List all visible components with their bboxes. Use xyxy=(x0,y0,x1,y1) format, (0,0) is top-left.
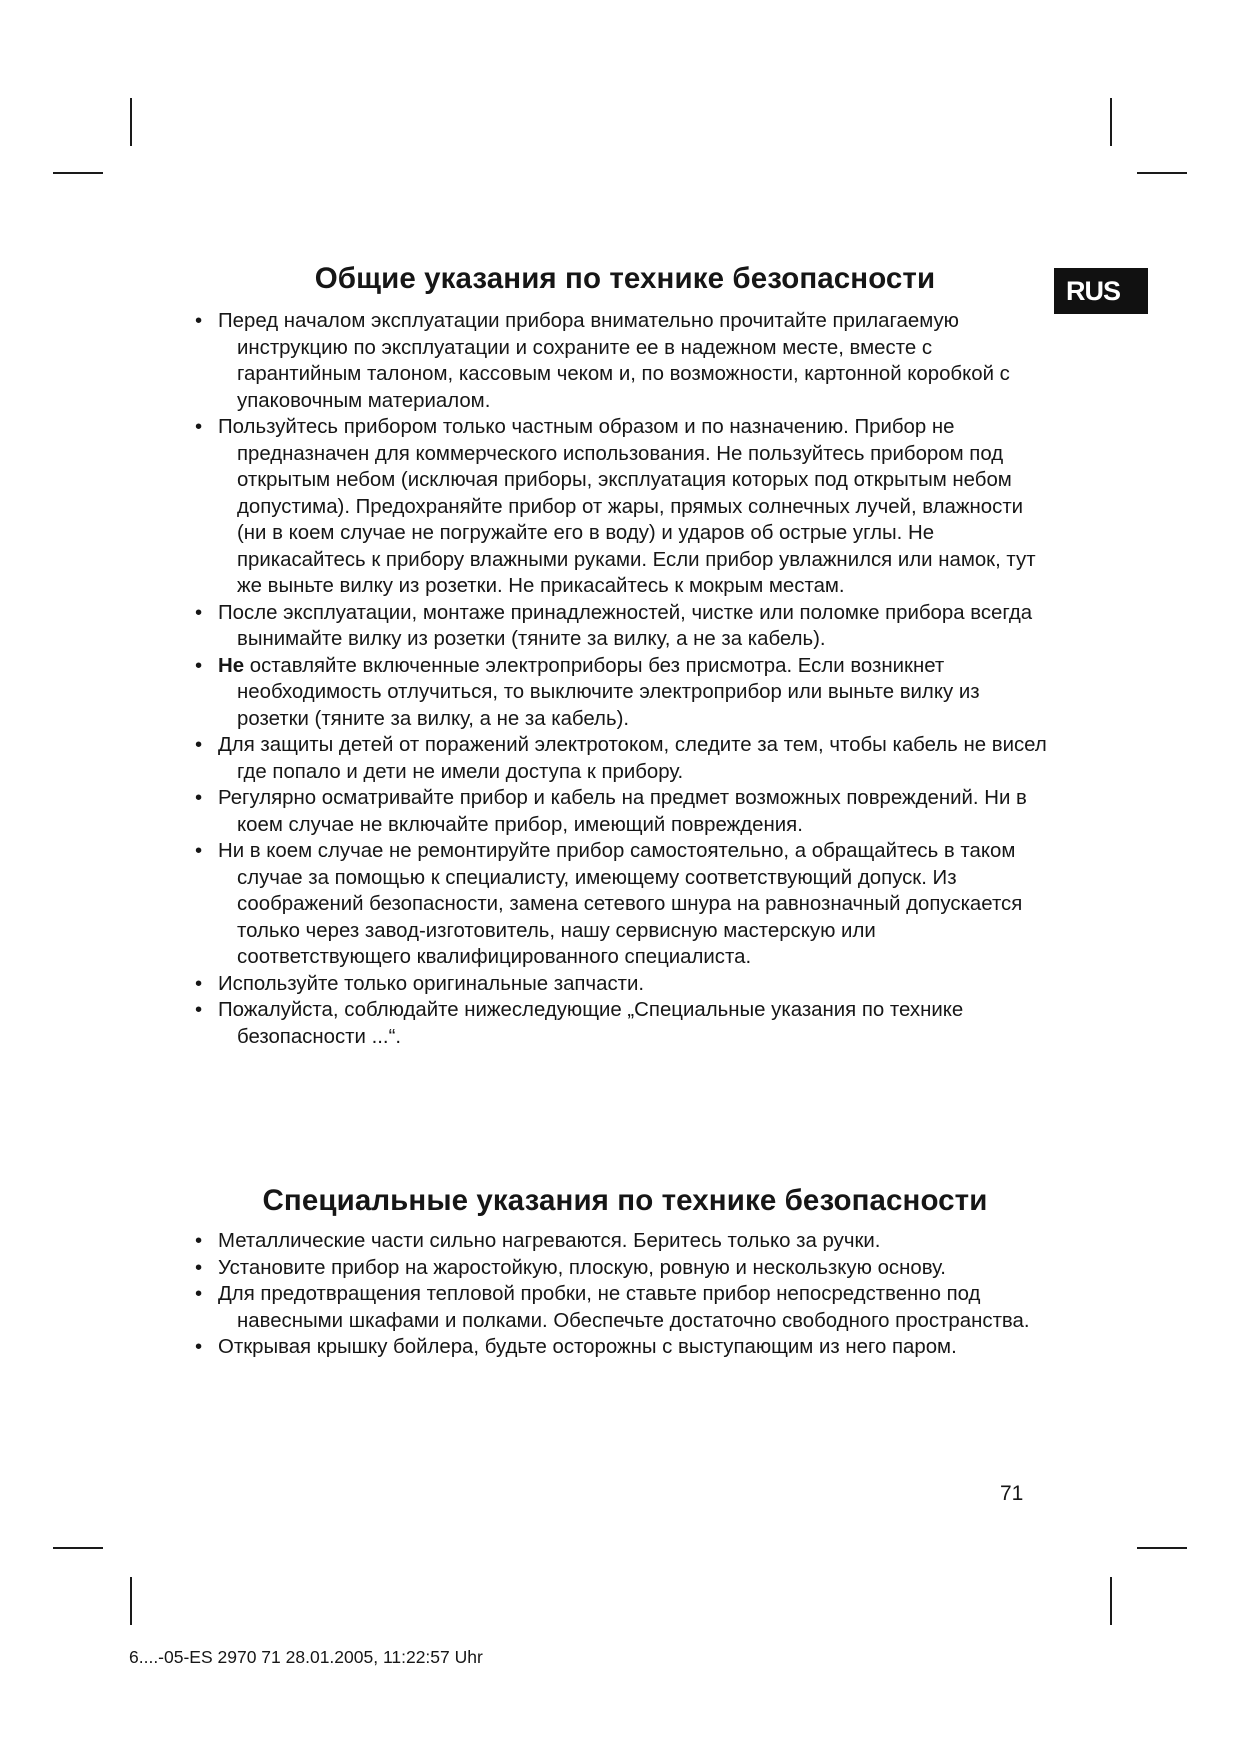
crop-mark-bottom-left-horizontal xyxy=(53,1547,103,1549)
list-item-text: После эксплуатации, монтаже принадлежностей, чистке или поломке прибора всегда вынимайте вилку из розетки (тяните за вилку, а не за кабель). xyxy=(218,601,1033,650)
list-item xyxy=(195,997,1055,1050)
crop-mark-top-right-vertical xyxy=(1110,98,1112,146)
crop-mark-bottom-right-horizontal xyxy=(1137,1547,1187,1549)
list-item xyxy=(195,600,1055,653)
list-item xyxy=(195,414,1055,600)
list-item xyxy=(195,785,1055,838)
list-item xyxy=(195,1334,1055,1361)
list-item xyxy=(195,653,1055,733)
list-item-text: Пользуйтесь прибором только частным образом и по назначению. Прибор не предназначен для коммерческого использования. Не пользуйтесь прибором под открытым небом (исключая приборы, эксплуатация которых под открытым небом допустима). Предохраняйте прибор от жары, прямых солнечных лучей, влажности (ни в коем случае не погружайте его в воду) и ударов об острые углы. Не прикасайтесь к прибору влажными руками. Если прибор увлажнился или намок, тут же выньте вилку из розетки. Не прикасайтесь к мокрым местам. xyxy=(218,416,1036,597)
general-safety-heading: Общие указания по технике безопасности xyxy=(314,262,936,295)
crop-mark-top-left-horizontal xyxy=(53,172,103,174)
list-item-text: Металлические части сильно нагреваются. Беритесь только за ручки. xyxy=(218,1230,881,1252)
list-item xyxy=(195,1255,1055,1282)
crop-mark-top-right-horizontal xyxy=(1137,172,1187,174)
page-number: 71 xyxy=(1000,1482,1024,1505)
crop-mark-bottom-right-vertical xyxy=(1110,1577,1112,1625)
list-item-text: оставляйте включенные электроприборы без присмотра. Если возникнет необходимость отлучиться, то выключите электроприбор или выньте вилку из розетки (тяните за вилку, а не за кабель). xyxy=(237,654,980,730)
crop-mark-bottom-left-vertical xyxy=(130,1577,132,1625)
list-item-emphasis: Не xyxy=(218,654,245,677)
list-item xyxy=(195,838,1055,971)
list-item xyxy=(195,732,1055,785)
list-item-text: Открывая крышку бойлера, будьте осторожны с выступающим из него паром. xyxy=(218,1336,957,1358)
list-item-text: Установите прибор на жаростойкую, плоскую, ровную и нескользкую основу. xyxy=(218,1256,946,1279)
list-item xyxy=(195,1281,1055,1334)
list-item-text: Используйте только оригинальные запчасти. xyxy=(218,972,645,995)
list-item-text: Регулярно осматривайте прибор и кабель на предмет возможных повреждений. Ни в коем случае не включайте прибор, имеющий повреждения. xyxy=(218,787,1027,836)
list-item xyxy=(195,1228,1055,1255)
list-item-text: Перед началом эксплуатации прибора внимательно прочитайте прилагаемую инструкцию по эксплуатации и сохраните ее в надежном месте, вместе с гарантийным талоном, кассовым чеком и, по возможности, картонной коробкой с упаковочным материалом. xyxy=(218,310,1010,412)
list-item-text: Ни в коем случае не ремонтируйте прибор самостоятельно, а обращайтесь в таком случае за помощью к специалисту, имеющему соответствующий допуск. Из соображений безопасности, замена сетевого шнура на равнозначный допускается только через завод-изготовитель, нашу сервисную мастерскую или соответствующего квалифицированного специалиста. xyxy=(218,840,1023,968)
list-item-text: Пожалуйста, соблюдайте нижеследующие „Специальные указания по технике безопасности ...“. xyxy=(218,999,964,1048)
special-safety-list xyxy=(195,1228,1055,1361)
print-footer: 6....-05-ES 2970 71 28.01.2005, 11:22:57 Uhr xyxy=(129,1647,483,1667)
list-item-text: Для предотвращения тепловой пробки, не ставьте прибор непосредственно под навесными шкафами и полками. Обеспечьте достаточно свободного пространства. xyxy=(218,1283,1030,1332)
list-item-text: Для защиты детей от поражений электротоком, следите за тем, чтобы кабель не висел где попало и дети не имели доступа к прибору. xyxy=(218,734,1047,783)
special-safety-heading: Специальные указания по технике безопасности xyxy=(262,1184,988,1217)
crop-mark-top-left-vertical xyxy=(130,98,132,146)
list-item xyxy=(195,971,1055,998)
general-safety-list xyxy=(195,308,1055,1050)
list-item xyxy=(195,308,1055,414)
language-tab: RUS xyxy=(1054,268,1148,314)
